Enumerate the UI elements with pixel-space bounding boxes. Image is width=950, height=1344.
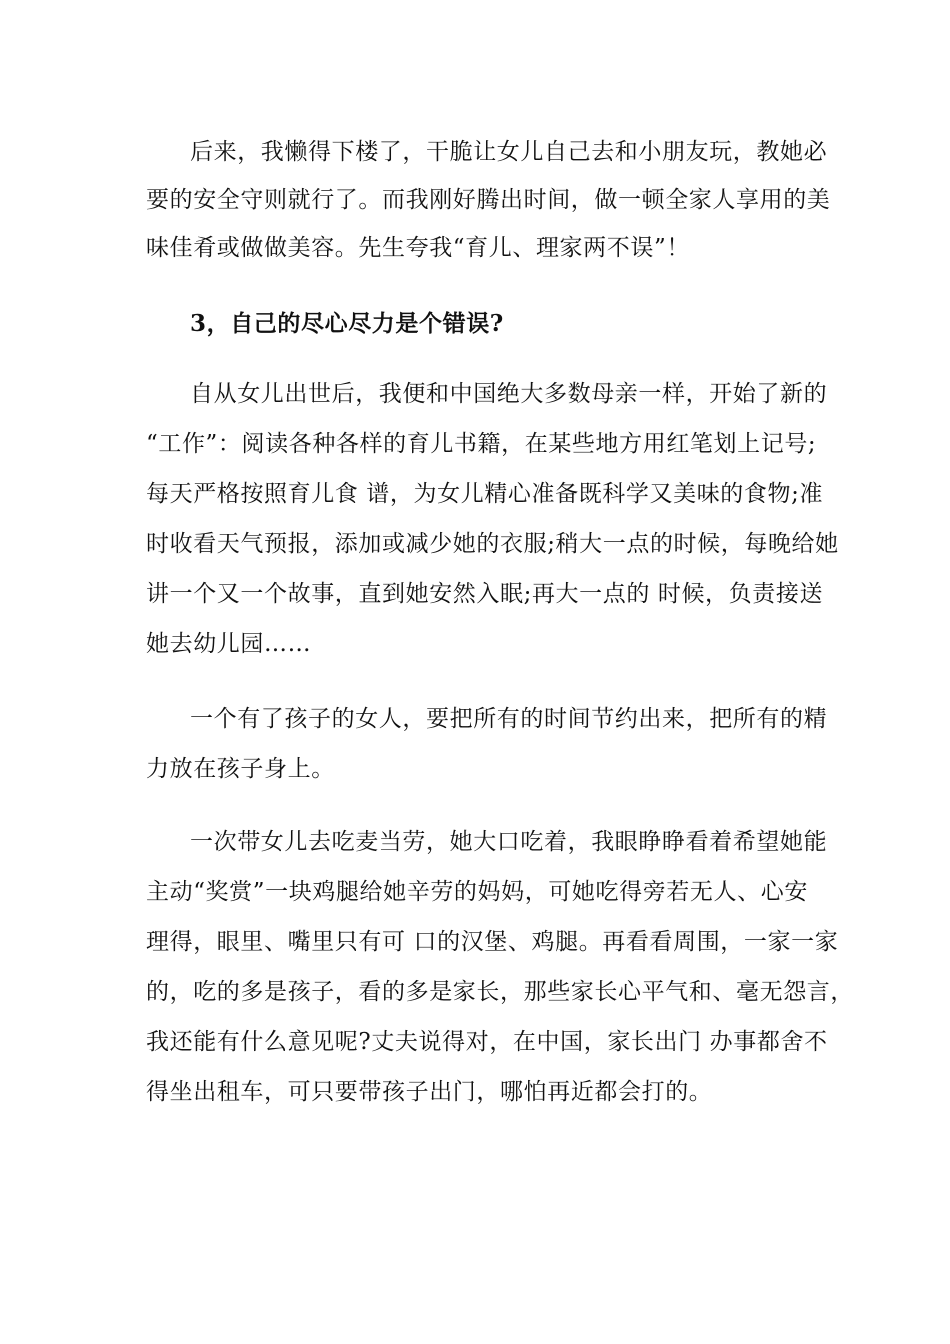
paragraph-1-line-1: 后来，我懒得下楼了，干脆让女儿自己去和小朋友玩，教她必 [190, 139, 828, 165]
section-heading: 3，自己的尽心尽力是个错误? [190, 310, 504, 337]
paragraph-2-line-4: 时收看天气预报，添加或减少她的衣服;稍大一点的时候，每晚给她 [146, 531, 839, 557]
paragraph-4-line-6: 得坐出租车，可只要带孩子出门，哪怕再近都会打的。 [146, 1079, 713, 1105]
paragraph-3-line-2: 力放在孩子身上。 [146, 756, 335, 782]
paragraph-4-line-4: 的，吃的多是孩子，看的多是家长，那些家长心平气和、毫无怨言， [146, 979, 854, 1005]
paragraph-2-line-5: 讲一个又一个故事，直到她安然入眠;再大一点的 时候，负责接送 [146, 581, 824, 607]
paragraph-4-line-2: 主动“奖赏”一块鸡腿给她辛劳的妈妈，可她吃得旁若无人、心安 [146, 879, 808, 905]
paragraph-3-line-1: 一个有了孩子的女人，要把所有的时间节约出来，把所有的精 [190, 706, 828, 732]
paragraph-4-line-1: 一次带女儿去吃麦当劳，她大口吃着，我眼睁睁看着希望她能 [190, 829, 828, 855]
paragraph-2-line-2: “工作”：阅读各种各样的育儿书籍，在某些地方用红笔划上记号; [146, 431, 817, 457]
paragraph-1-line-2: 要的安全守则就行了。而我刚好腾出时间，做一顿全家人享用的美 [146, 187, 831, 213]
paragraph-4-line-3: 理得，眼里、嘴里只有可 口的汉堡、鸡腿。再看看周围，一家一家 [146, 929, 839, 955]
paragraph-1-line-3: 味佳肴或做做美容。先生夸我“育儿、理家两不误”！ [146, 235, 690, 261]
paragraph-2-line-3: 每天严格按照育儿食 谱，为女儿精心准备既科学又美味的食物;准 [146, 481, 824, 507]
paragraph-4-line-5: 我还能有什么意见呢?丈夫说得对，在中国，家长出门 办事都舍不 [146, 1029, 828, 1055]
paragraph-2-line-1: 自从女儿出世后，我便和中国绝大多数母亲一样，开始了新的 [190, 381, 828, 407]
paragraph-2-line-6: 她去幼儿园…… [146, 631, 312, 657]
